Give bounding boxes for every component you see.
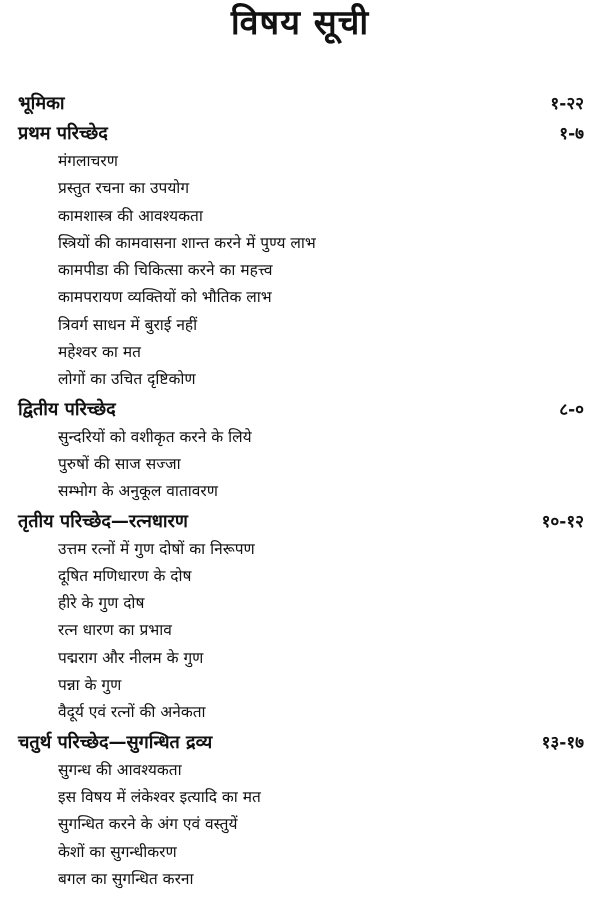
toc-subitem: सुगन्धित करने के अंग एवं वस्तुयें — [58, 815, 238, 834]
toc-subitem: कामशास्त्र की आवश्यकता — [58, 206, 203, 225]
toc-subitem: रत्न धारण का प्रभाव — [58, 621, 172, 640]
toc-subitem: बगल का सुगन्धित करना — [58, 869, 194, 888]
toc-subitem: सुगन्ध की आवश्यकता — [58, 760, 182, 779]
toc-entry-chapter-2 — [0, 396, 600, 424]
chapter-page-range: १३-१७ — [541, 732, 584, 753]
chapter-title: प्रथम परिच्छेद — [18, 123, 108, 144]
chapter-title: चतुर्थ परिच्छेद—सुगन्धित द्रव्य — [18, 731, 213, 753]
toc-subitem: प्रस्तुत रचना का उपयोग — [58, 179, 190, 198]
toc-subitem: मंगलाचरण — [58, 152, 118, 170]
chapter-page-range: १-७ — [559, 124, 584, 144]
toc-subitem: सम्भोग के अनुकूल वातावरण — [58, 482, 218, 501]
toc-entry-chapter-4 — [0, 729, 600, 757]
toc-subitem: लोगों का उचित दृष्टिकोण — [58, 370, 196, 389]
table-of-contents — [0, 88, 600, 893]
toc-subitem: पद्मराग और नीलम के गुण — [58, 648, 204, 667]
chapter-page-range: १०-१२ — [541, 511, 584, 532]
toc-subitem: इस विषय में लंकेश्वर इत्यादि का मत — [58, 787, 261, 806]
toc-subitem: पुरुषों की साज सज्जा — [58, 454, 181, 473]
toc-subitem: दूषित मणिधारण के दोष — [58, 566, 192, 585]
toc-subitem: केशों का सुगन्धीकरण — [58, 842, 177, 861]
toc-subitem: महेश्वर का मत — [58, 343, 141, 362]
toc-subitem: हीरे के गुण दोष — [58, 594, 145, 613]
chapter-page-range: १-२२ — [550, 94, 584, 114]
toc-subitem: वैदूर्य एवं रत्नों की अनेकता — [58, 703, 206, 722]
chapter-page-range: ८-० — [559, 399, 584, 420]
toc-entry-chapter-3 — [0, 508, 600, 536]
chapter-title: द्वितीय परिच्छेद — [18, 398, 116, 420]
toc-subitem: पन्ना के गुण — [58, 676, 122, 695]
chapter-title: भूमिका — [18, 93, 65, 114]
page-title: विषय सूची — [230, 3, 370, 43]
toc-subitem: त्रिवर्ग साधन में बुराई नहीं — [58, 315, 198, 334]
toc-subitem: स्त्रियों की कामवासना शान्त करने में पुण्य लाभ — [58, 233, 316, 252]
toc-subitem: कामपरायण व्यक्तियों को भौतिक लाभ — [58, 288, 272, 307]
toc-entry-bhumika — [0, 90, 600, 118]
toc-subitem: कामपीडा की चिकित्सा करने का महत्त्व — [58, 261, 273, 280]
toc-entry-chapter-1 — [0, 120, 600, 148]
toc-subitem: सुन्दरियों को वशीकृत करने के लिये — [58, 427, 252, 446]
toc-subitem: उत्तम रत्नों में गुण दोषों का निरूपण — [58, 539, 255, 558]
chapter-title: तृतीय परिच्छेद—रत्नधारण — [18, 510, 188, 532]
